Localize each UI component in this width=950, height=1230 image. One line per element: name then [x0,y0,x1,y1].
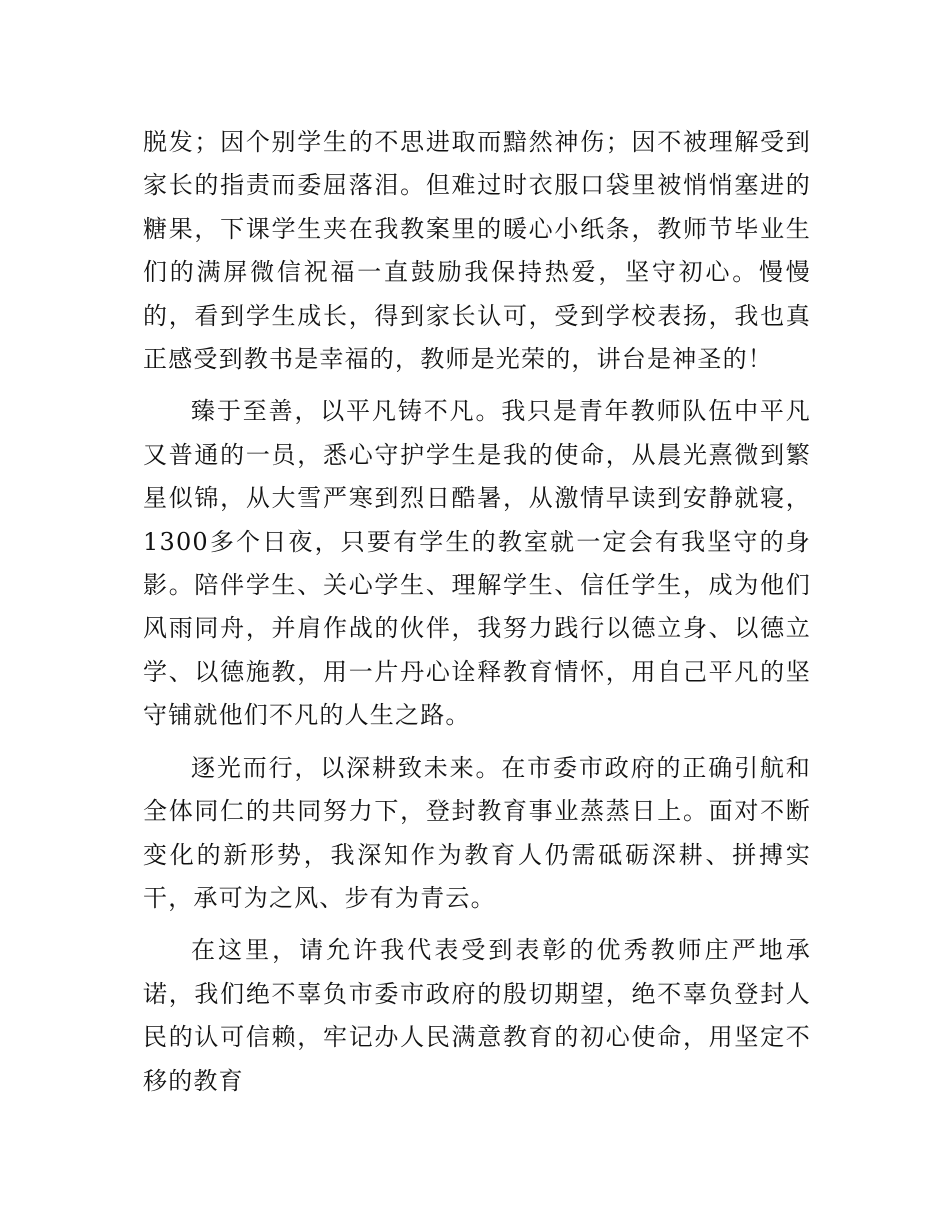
paragraph-ordinary-excellence: 臻于至善，以平凡铸不凡。我只是青年教师队伍中平凡又普通的一员，悉心守护学生是我的使命，从晨光熹微到繁星似锦，从大雪严寒到烈日酷暑，从激情早读到安静就寝，1300多个日夜，只要有学生的教室就一定会有我坚守的身影。陪伴学生、关心学生、理解学生、信任学生，成为他们风雨同舟，并肩作战的伙伴，我努力践行以德立身、以德立学、以德施教，用一片丹心诠释教育情怀，用自己平凡的坚守铺就他们不凡的人生之路。 [143,397,811,730]
document-body [143,121,811,1112]
paragraph-continuation: 脱发；因个别学生的不思进取而黯然神伤；因不被理解受到家长的指责而委屈落泪。但难过时衣服口袋里被悄悄塞进的糖果，下课学生夹在我教案里的暖心小纸条，教师节毕业生们的满屏微信祝福一直鼓励我保持热爱，坚守初心。慢慢的，看到学生成长，得到家长认可，受到学校表扬，我也真正感受到教书是幸福的，教师是光荣的，讲台是神圣的！ [143,128,811,374]
paragraph-pledge: 在这里，请允许我代表受到表彰的优秀教师庄严地承诺，我们绝不辜负市委市政府的殷切期望，绝不辜负登封人民的认可信赖，牢记办人民满意教育的初心使命，用坚定不移的教育 [143,936,811,1095]
paragraph-future: 逐光而行，以深耕致未来。在市委市政府的正确引航和全体同仁的共同努力下，登封教育事业蒸蒸日上。面对不断变化的新形势，我深知作为教育人仍需砥砺深耕、拼搏实干，承可为之风、步有为青云。 [143,753,811,912]
